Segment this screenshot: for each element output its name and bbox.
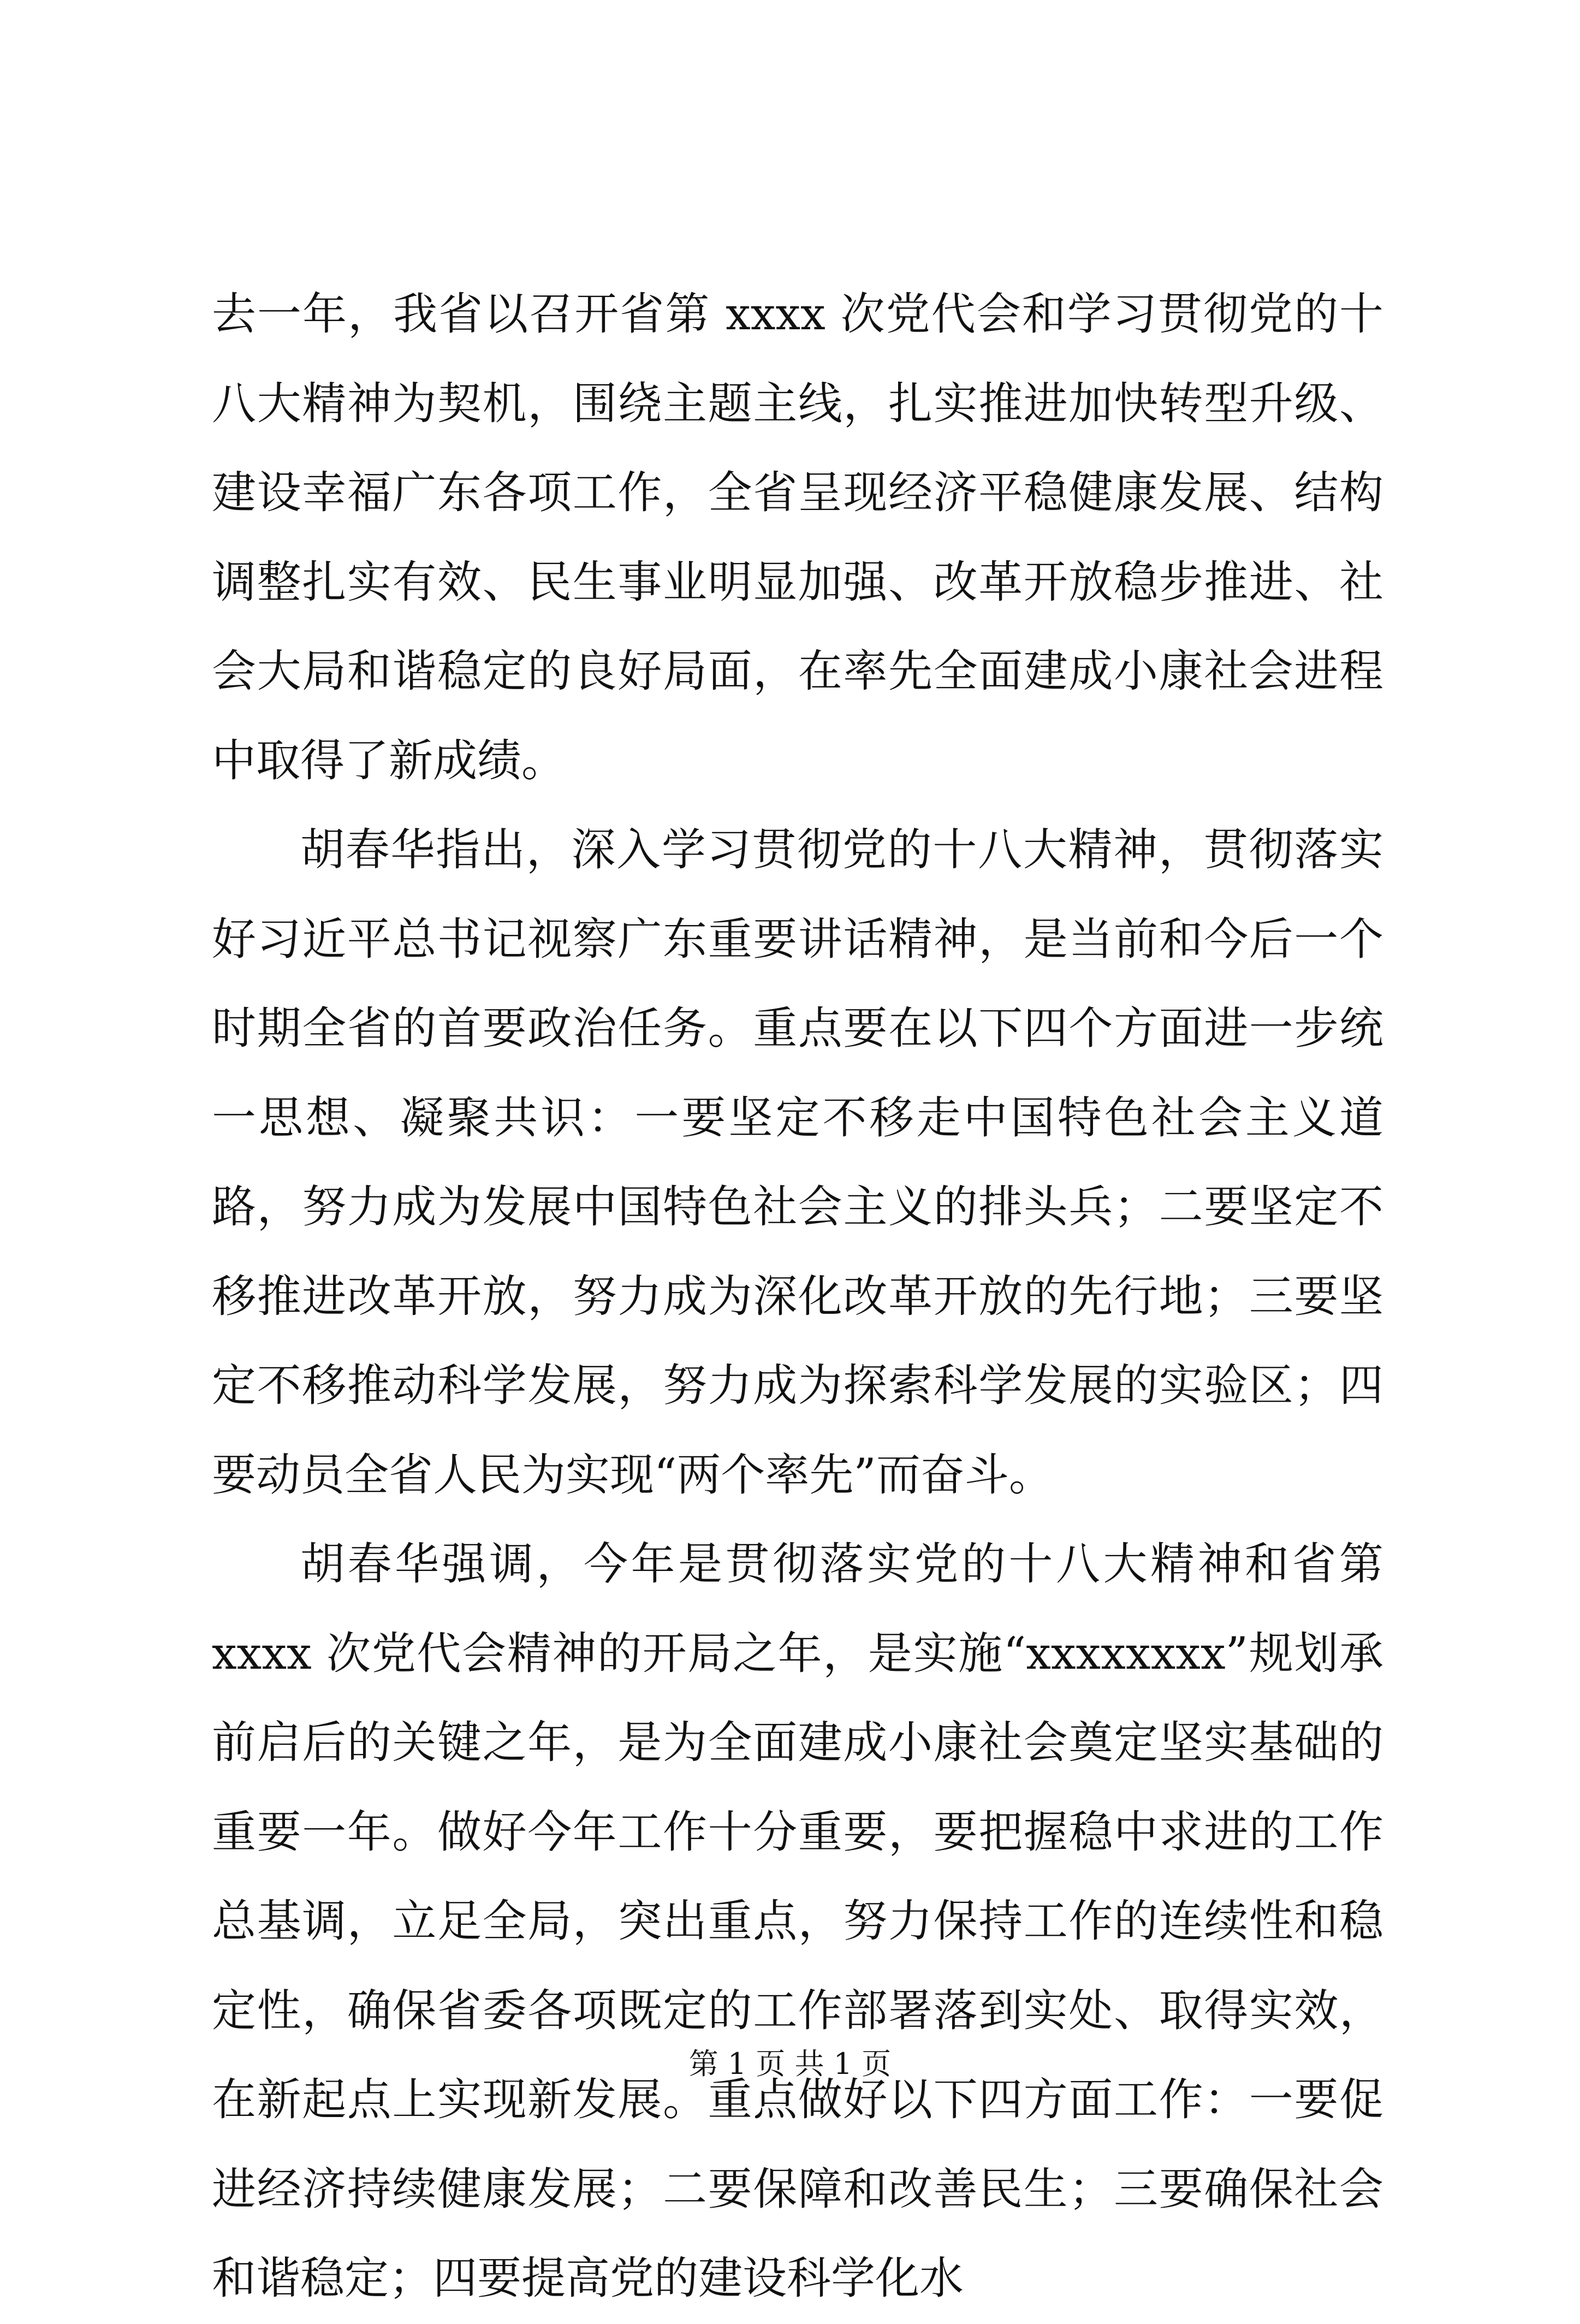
document-body — [212, 270, 1383, 2324]
page-number-footer: 第 1 页 共 1 页 — [688, 2047, 892, 2081]
paragraph-3: 胡春华强调，今年是贯彻落实党的十八大精神和省第 xxxx 次党代会精神的开局之年，是实施“xxxxxxxx”规划承前启后的关键之年，是为全面建成小康社会奠定坚实基础的重要一年。做好今年工作十分重要，要把握稳中求进的工作总基调，立足全局，突出重点，努力保持工作的连续性和稳定性，确保省委各项既定的工作部署落到实处、取得实效，在新起点上实现新发展。重点做好以下四方面工作：一要促进经济持续健康发展；二要保障和改善民生；三要确保社会和谐稳定；四要提高党的建设科学化水 — [212, 1539, 1383, 2304]
paragraph-1: 去一年，我省以召开省第 xxxx 次党代会和学习贯彻党的十八大精神为契机，围绕主题主线，扎实推进加快转型升级、建设幸福广东各项工作，全省呈现经济平稳健康发展、结构调整扎实有效、民生事业明显加强、改革开放稳步推进、社会大局和谐稳定的良好局面，在率先全面建成小康社会进程中取得了新成绩。 — [212, 289, 1383, 787]
paragraph-2: 胡春华指出，深入学习贯彻党的十八大精神，贯彻落实好习近平总书记视察广东重要讲话精神，是当前和今后一个时期全省的首要政治任务。重点要在以下四个方面进一步统一思想、凝聚共识：一要坚定不移走中国特色社会主义道路，努力成为发展中国特色社会主义的排头兵；二要坚定不移推进改革开放，努力成为深化改革开放的先行地；三要坚定不移推动科学发展，努力成为探索科学发展的实验区；四要动员全省人民为实现“两个率先”而奋斗。 — [212, 825, 1383, 1501]
